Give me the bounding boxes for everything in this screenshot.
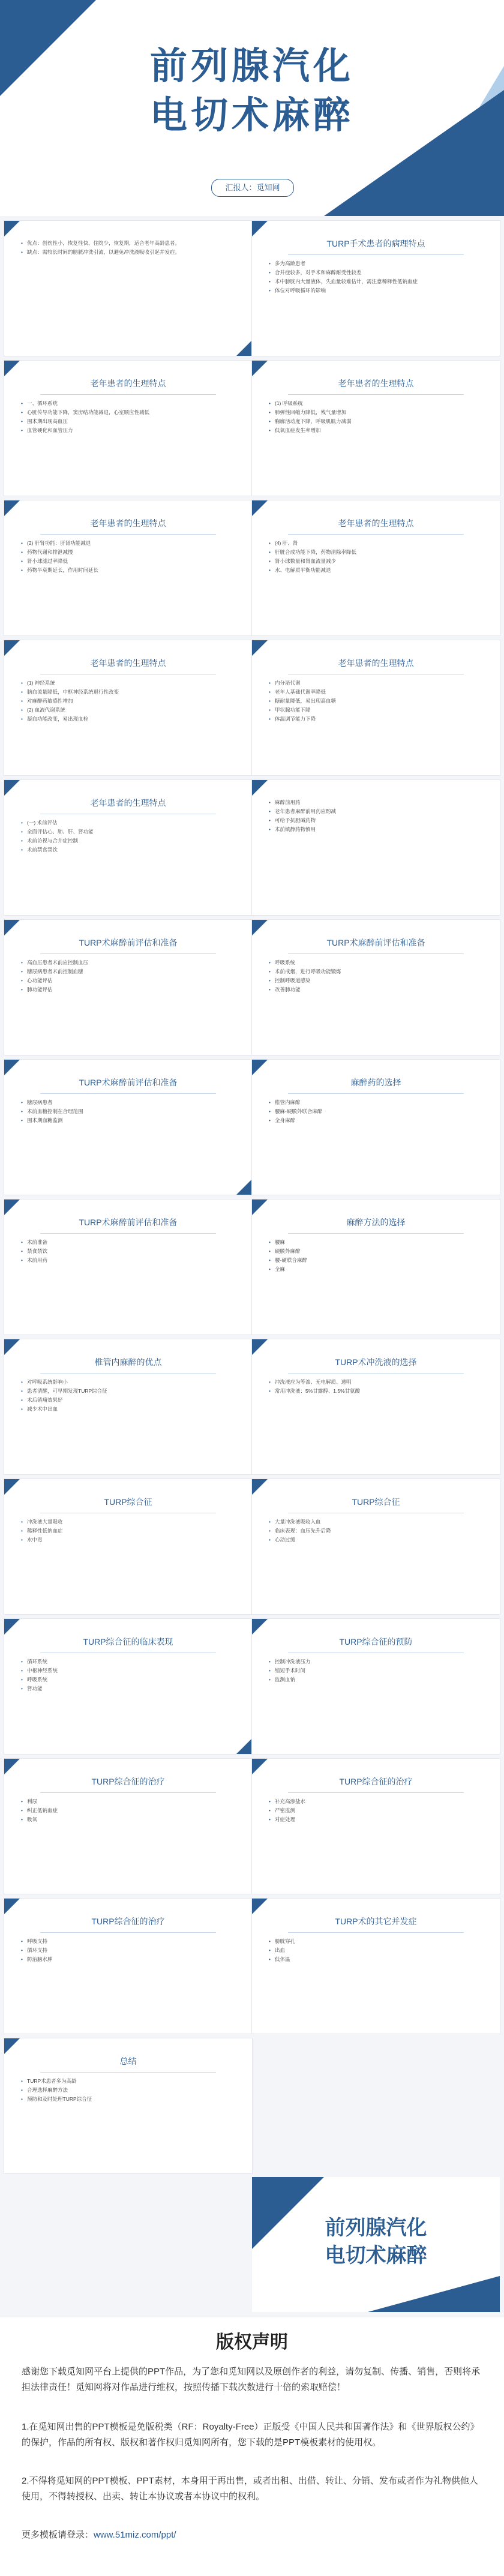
slide-title: 椎管内麻醉的优点 [94, 1357, 162, 1367]
content-slide [4, 2038, 252, 2173]
slide-title: TURP术的其它并发症 [335, 1917, 417, 1926]
slide-bullet: • TURP术患者多为高龄 [21, 2077, 237, 2086]
copyright-clause-1: 1.在觅知网出售的PPT模板是免版税类（RF：Royalty-Free）正版受《中国人民共和国著作法》和《世界版权公约》的保护，作品的所有权、版权和著作权归觅知网所有，您下载的是PPT模板素材的使用权。 [22, 2422, 479, 2448]
slide-title: TURP综合征的预防 [339, 1637, 413, 1647]
slide-bullet: • 稀释性低钠血症 [21, 1527, 237, 1536]
content-slide [4, 500, 252, 635]
slide-bullet: • 循环支持 [21, 1946, 237, 1955]
slide-bullet: • 预防和及时处理TURP综合征 [21, 2095, 237, 2104]
slide-bullet: • 呼吸系统 [21, 1675, 237, 1684]
content-slide [4, 1479, 252, 1614]
slide-bullet-list [269, 798, 485, 834]
slide-corner-decoration [252, 640, 268, 656]
slide-bullet: • 呼吸支持 [21, 1937, 237, 1946]
slide-corner-decoration [4, 1060, 20, 1075]
slide-corner-decoration [4, 1339, 20, 1355]
slide-bullet: • 禁食禁饮 [21, 1247, 237, 1256]
slide-bullet-list [21, 1378, 237, 1414]
slide-bullet: • 术后镇痛效果好 [21, 1396, 237, 1405]
slide-bullet: • 糖耐量降低，易出现高血糖 [269, 697, 485, 706]
slide-title: TURP综合征的治疗 [91, 1777, 165, 1786]
slide-title: 老年患者的生理特点 [338, 518, 414, 528]
slide-bullet: • 合并症较多，对手术和麻醉耐受性较差 [269, 268, 485, 277]
slide-bullet: • 补充高渗盐水 [269, 1797, 485, 1806]
slide-bullet-list [269, 1797, 485, 1824]
slide-bullet-list [21, 1797, 237, 1824]
slide-bullet: • 防治脑水肿 [21, 1955, 237, 1964]
slide-corner-decoration [252, 361, 268, 376]
slide-bullet: • 缩短手术时间 [269, 1666, 485, 1675]
slide-title: TURP综合征的治疗 [91, 1917, 165, 1926]
slide-bullet: • 甲状腺功能下降 [269, 706, 485, 715]
content-slide [252, 1479, 500, 1614]
slide-bullet: • 全面评估心、肺、肝、肾功能 [21, 827, 237, 836]
slide-bullet: • 合理选择麻醉方法 [21, 2086, 237, 2095]
slide-bullet: • 麻醉前用药 [269, 798, 485, 807]
content-slide [252, 1899, 500, 2034]
slide-bottom-decoration [236, 1738, 252, 1754]
slide-bullet-list [21, 1937, 237, 1964]
slide-bullet: • 膀胱穿孔 [269, 1937, 485, 1946]
slide-bullet-list [21, 1238, 237, 1265]
slide-bullet: • 术前访视与合并症控制 [21, 836, 237, 845]
slide-corner-decoration [4, 780, 20, 796]
slide-corner-decoration [252, 780, 268, 796]
content-slide [4, 361, 252, 496]
slide-title-divider [288, 1792, 464, 1793]
content-slide [252, 1619, 500, 1754]
slide-bullet-list [21, 1518, 237, 1545]
slide-corner-decoration [252, 221, 268, 236]
slide-bullet: • 冲洗液应为等渗、无电解质、透明 [269, 1378, 485, 1387]
slide-bullet: • 水中毒 [21, 1536, 237, 1545]
slide-title-divider [288, 534, 464, 535]
slide-bullet: • 椎管内麻醉 [269, 1098, 485, 1107]
slide-title: 老年患者的生理特点 [90, 518, 166, 528]
slide-bullet-list [21, 2077, 237, 2104]
slide-corner-decoration [4, 500, 20, 516]
slide-corner-decoration [4, 361, 20, 376]
content-slide [252, 640, 500, 775]
slide-corner-decoration [4, 1759, 20, 1774]
slide-corner-decoration [252, 1060, 268, 1075]
slide-bullet: • 血管硬化和血管压力 [21, 426, 237, 435]
slide-bullet: • 药物半衰期延长，作用时间延长 [21, 566, 237, 575]
slide-bullet: • 药物代谢和排泄减慢 [21, 548, 237, 557]
slide-title-divider [40, 1233, 216, 1234]
slide-title: TURP术麻醉前评估和准备 [79, 1217, 178, 1227]
content-slide [252, 221, 500, 356]
slide-bullet: • 术前戒烟，进行呼吸功能锻炼 [269, 967, 485, 976]
slide-bullet: • 缺点：需较长时间的膀胱冲洗引流，以避免冲洗液吸收引起并发症。 [21, 248, 237, 257]
slide-title: TURP术麻醉前评估和准备 [79, 938, 178, 947]
more-link[interactable]: www.51miz.com/ppt/ [94, 2530, 176, 2540]
slide-bullet: • 术中膀胱内大量液体，失血量较难估计，需注意稀释性低钠血症 [269, 277, 485, 286]
slide-bullet: • 肺弹性回缩力降低，残气量增加 [269, 408, 485, 417]
slide-bullet: • 低氧血症发生率增加 [269, 426, 485, 435]
slide-bullet: • 减少术中出血 [21, 1405, 237, 1414]
slide-bullet: • 冲洗液大量吸收 [21, 1518, 237, 1527]
slide-bullet: • 糖尿病患者术前控制血糖 [21, 967, 237, 976]
slide-title: 老年患者的生理特点 [338, 658, 414, 668]
slide-title: 老年患者的生理特点 [90, 798, 166, 808]
slide-bullet: • 对呼吸系统影响小 [21, 1378, 237, 1387]
slide-bottom-decoration [236, 340, 252, 356]
slide-bullet-list [21, 1657, 237, 1693]
copyright-more [22, 2527, 484, 2543]
content-slide [252, 920, 500, 1055]
slide-corner-decoration [252, 500, 268, 516]
copyright-clause-2: 2.不得将觅知网的PPT模板、PPT素材，本身用于再出售，或者出租、出借、转让、分销、发布或者作为礼物供他人使用，不得转授权、出卖、转让本协议或者本协议中的权利。 [22, 2476, 478, 2502]
slide-corner-decoration [252, 1479, 268, 1495]
content-slide [4, 1060, 252, 1195]
slide-bullet: • 临床表现：血压先升后降 [269, 1527, 485, 1536]
slide-title: 麻醉方法的选择 [346, 1217, 406, 1227]
slide-corner-decoration [252, 1899, 268, 1914]
slide-bullet: • 腰麻-硬膜外联合麻醉 [269, 1107, 485, 1116]
slide-bullet: • 围术期血糖监测 [21, 1116, 237, 1125]
content-slide [4, 780, 252, 915]
slide-title-divider [288, 1093, 464, 1094]
content-slide [4, 1619, 252, 1754]
slide-bullet: • 低体温 [269, 1955, 485, 1964]
slide-corner-decoration [4, 1899, 20, 1914]
slide-bullet: • 体温调节能力下降 [269, 715, 485, 724]
slide-bullet: • 控制冲洗液压力 [269, 1657, 485, 1666]
slide-bullet: • 心脏传导功能下降，窦房结功能减退，心室顺应性减低 [21, 408, 237, 417]
slide-title: 老年患者的生理特点 [90, 379, 166, 388]
slide-bullet: • 老年人基础代谢率降低 [269, 688, 485, 697]
slide-bullet-list [269, 399, 485, 435]
slide-corner-decoration [4, 2038, 20, 2054]
slide-bullet-list [269, 539, 485, 575]
cover-slide [0, 0, 504, 216]
end-title: 前列腺汽化 电切术麻醉 [325, 2217, 427, 2267]
slide-corner-decoration [4, 920, 20, 935]
slide-title-divider [40, 953, 216, 954]
slide-bullet: • 腰麻 [269, 1238, 485, 1247]
slide-bullet: • 严密监测 [269, 1806, 485, 1815]
slide-bullet: • 术前用药 [21, 1256, 237, 1265]
slide-bullet: • 监测血钠 [269, 1675, 485, 1684]
slide-corner-decoration [4, 1619, 20, 1635]
content-slide [252, 1060, 500, 1195]
slide-title-divider [40, 1373, 216, 1374]
slide-corner-decoration [4, 221, 20, 236]
slide-title: TURP综合征的临床表现 [83, 1637, 173, 1647]
slide-bullet: • 对麻醉药敏感性增加 [21, 697, 237, 706]
slide-bullet-list [269, 958, 485, 994]
slide-bullet-list [21, 399, 237, 435]
slide-bullet-list [269, 259, 485, 295]
slide-bullet: • (2) 血液代谢系统 [21, 706, 237, 715]
slide-title: 总结 [119, 2056, 137, 2066]
content-slide [4, 640, 252, 775]
slide-title-divider [288, 394, 464, 395]
content-slide [4, 1759, 252, 1894]
slide-corner-decoration [252, 1199, 268, 1215]
slide-bullet: • 心功能评估 [21, 976, 237, 985]
slide-title: TURP术麻醉前评估和准备 [326, 938, 425, 947]
slide-title: TURP术麻醉前评估和准备 [79, 1078, 178, 1087]
slide-title: TURP综合征 [104, 1497, 152, 1507]
slide-title: TURP术冲洗液的选择 [335, 1357, 417, 1367]
slide-bullet: • 对症处理 [269, 1815, 485, 1824]
slide-bullet: • 全身麻醉 [269, 1116, 485, 1125]
slide-corner-decoration [4, 1199, 20, 1215]
slide-bullet: • 术前禁食禁饮 [21, 845, 237, 854]
slide-title-divider [40, 2072, 216, 2073]
slide-bullet: • 术前准备 [21, 1238, 237, 1247]
content-slide [4, 1339, 252, 1474]
slide-bullet: • 可给予抗胆碱药物 [269, 816, 485, 825]
slide-bullet: • 一、循环系统 [21, 399, 237, 408]
slide-title: TURP综合征 [352, 1497, 400, 1507]
slide-bullet: • 患者清醒，可早期发现TURP综合征 [21, 1387, 237, 1396]
slide-title-divider [40, 394, 216, 395]
slide-title-divider [288, 1233, 464, 1234]
content-slide [252, 1759, 500, 1894]
slide-bullet: • (一) 术前评估 [21, 818, 237, 827]
slide-title-divider [40, 1792, 216, 1793]
content-slide [252, 500, 500, 635]
content-slide [252, 1199, 500, 1335]
slide-bullet: • 循环系统 [21, 1657, 237, 1666]
slide-corner-decoration [252, 920, 268, 935]
slide-bullet: • 纠正低钠血症 [21, 1806, 237, 1815]
slide-bullet: • 凝血功能改变，易出现血栓 [21, 715, 237, 724]
slide-bullet: • 术前血糖控制在合理范围 [21, 1107, 237, 1116]
slide-bullet: • 术前镇静药物慎用 [269, 825, 485, 834]
content-slide [252, 361, 500, 496]
slide-bullet-list [269, 1518, 485, 1545]
slide-title-divider [288, 953, 464, 954]
slide-bullet: • 体位对呼吸循环的影响 [269, 286, 485, 295]
slide-corner-decoration [4, 1479, 20, 1495]
slide-corner-decoration [252, 1759, 268, 1774]
content-slide [4, 1199, 252, 1335]
slide-bullet: • 多为高龄患者 [269, 259, 485, 268]
slide-bullet: • 中枢神经系统 [21, 1666, 237, 1675]
slide-bullet: • 呼吸系统 [269, 958, 485, 967]
slide-title-divider [40, 1093, 216, 1094]
slide-title: 老年患者的生理特点 [90, 658, 166, 668]
slide-title-divider [40, 1932, 216, 1933]
content-slide [252, 1339, 500, 1474]
slide-bullet: • (4) 肝、肾 [269, 539, 485, 548]
copyright-intro: 感谢您下载觅知网平台上提供的PPT作品，为了您和觅知网以及原创作者的利益，请勿复制、传播、销售，否则将承担法律责任！觅知网将对作品进行维权，按照传播下载次数进行十倍的索取赔偿！ [22, 2367, 481, 2392]
slide-bullet: • (1) 呼吸系统 [269, 399, 485, 408]
slide-bullet: • 心动过缓 [269, 1536, 485, 1545]
slide-corner-decoration [252, 1619, 268, 1635]
slide-bullet: • 老年患者麻醉前用药应酌减 [269, 807, 485, 816]
slide-bullet: • 水、电解质平衡功能减退 [269, 566, 485, 575]
slide-bullet-list [269, 679, 485, 724]
slide-bullet: • 利尿 [21, 1797, 237, 1806]
content-slide [252, 780, 500, 915]
slide-bullet: • 腰-硬联合麻醉 [269, 1256, 485, 1265]
slide-bullet: • 改善肺功能 [269, 985, 485, 994]
slide-bullet: • 控制呼吸道感染 [269, 976, 485, 985]
slide-bullet: • 围术期出现高血压 [21, 417, 237, 426]
slide-bottom-decoration [236, 1179, 252, 1195]
slide-bullet: • 吸氧 [21, 1815, 237, 1824]
slide-bullet: • 全麻 [269, 1265, 485, 1274]
slide-bullet: • 常用冲洗液：5%甘露醇、1.5%甘氨酸 [269, 1387, 485, 1396]
slide-bullet-list [269, 1098, 485, 1125]
slide-bullet-list [21, 1098, 237, 1125]
slide-bullet: • (1) 神经系统 [21, 679, 237, 688]
slide-bullet: • 高血压患者术前应控制血压 [21, 958, 237, 967]
slide-title: 麻醉药的选择 [350, 1078, 401, 1087]
copyright-section [0, 2317, 504, 2576]
slide-bullet-list [21, 239, 237, 257]
slide-title: TURP手术患者的病理特点 [326, 239, 425, 248]
slide-bullet: • 肾小球滤过率降低 [21, 557, 237, 566]
slide-title-divider [288, 1373, 464, 1374]
slide-bullet: • 胸廓活动度下降，呼吸肌肌力减弱 [269, 417, 485, 426]
slide-bullet: • 肾功能 [21, 1684, 237, 1693]
more-label: 更多模板请登录： [22, 2530, 94, 2540]
slide-title-divider [40, 534, 216, 535]
slide-title: TURP综合征的治疗 [339, 1777, 413, 1786]
slide-bullet-list [21, 958, 237, 994]
slide-corner-decoration [4, 640, 20, 656]
slide-bullet: • 肾小球数量和肾血流量减少 [269, 557, 485, 566]
slide-title: 老年患者的生理特点 [338, 379, 414, 388]
slide-bullet: • (2) 肝肾功能：肝肾功能减退 [21, 539, 237, 548]
slide-bullet-list [269, 1657, 485, 1684]
slide-bullet: • 大量冲洗液吸收入血 [269, 1518, 485, 1527]
slide-title-divider [288, 1932, 464, 1933]
slide-bullet: • 内分泌代谢 [269, 679, 485, 688]
slide-bullet: • 糖尿病患者 [21, 1098, 237, 1107]
cover-reporter: 汇报人：觅知网 [211, 179, 294, 197]
slide-bullet: • 脑血流量降低，中枢神经系统退行性改变 [21, 688, 237, 697]
slide-bullet: • 肝脏合成功能下降，药物清除率降低 [269, 548, 485, 557]
slide-bullet-list [21, 679, 237, 724]
slide-bullet: • 肺功能评估 [21, 985, 237, 994]
cover-title: 前列腺汽化 电切术麻醉 [149, 46, 354, 136]
end-slide [252, 2177, 500, 2312]
slide-corner-decoration [252, 1339, 268, 1355]
slide-bullet: • 硬膜外麻醉 [269, 1247, 485, 1256]
slide-bullet-list [269, 1238, 485, 1274]
slide-bullet: • 出血 [269, 1946, 485, 1955]
slide-title-divider [288, 254, 464, 255]
content-slide [4, 920, 252, 1055]
slide-bullet-list [269, 1378, 485, 1396]
copyright-heading: 版权声明 [216, 2332, 288, 2352]
content-slide [4, 221, 252, 356]
slide-bullet-list [21, 539, 237, 575]
slide-bullet: • 优点：创伤性小，恢复性快，住院少，恢复期，适合老年高龄患者。 [21, 239, 237, 248]
end-bottom-decoration [368, 2276, 500, 2312]
slide-bullet-list [269, 1937, 485, 1964]
slide-bullet-list [21, 818, 237, 854]
content-slide [4, 1899, 252, 2034]
